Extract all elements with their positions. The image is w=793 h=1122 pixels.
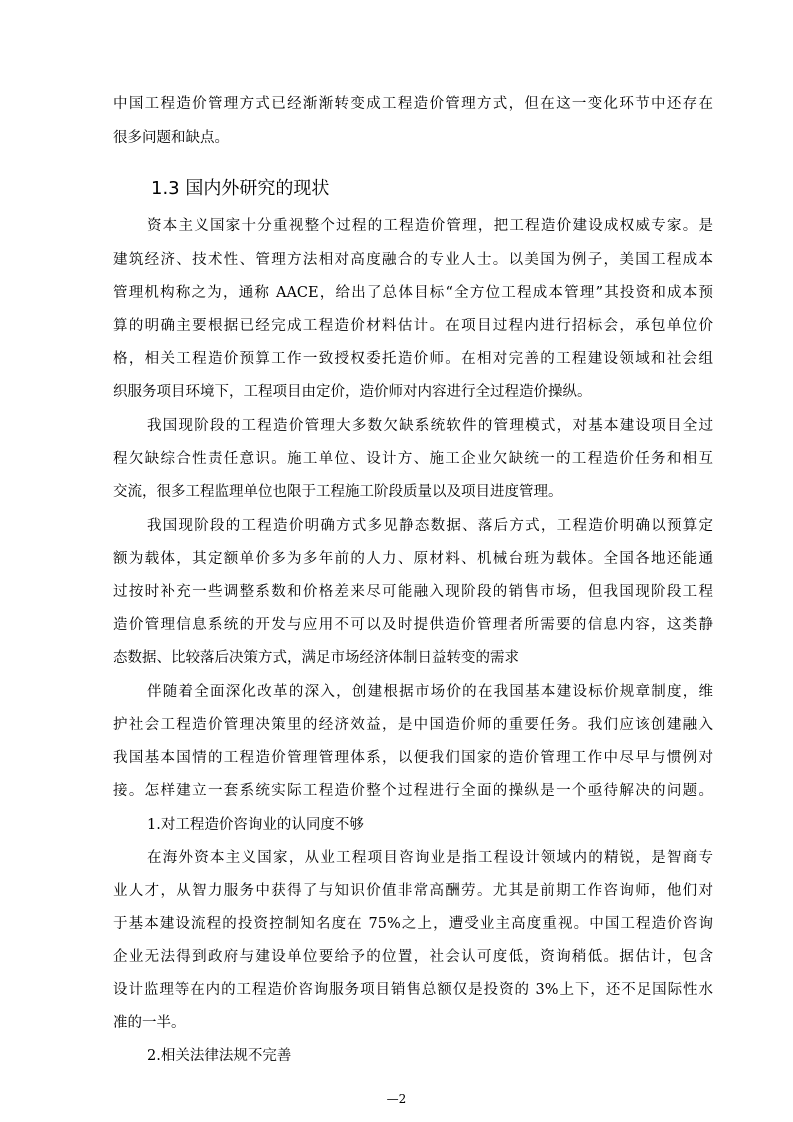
list-item-heading: 1.对工程造价咨询业的认同度不够 [147,817,364,833]
paragraph-line: 算的明确主要根据已经完成工程造价材料估计。在项目过程内进行招标会，承包单位价 [113,318,713,334]
paragraph-line: 额为载体，其定额单价多为多年前的人力、原材料、机械台班为载体。全国各地还能通 [113,551,713,567]
paragraph-line: 中国工程造价管理方式已经渐渐转变成工程造价管理方式，但在这一变化环节中还存在 [113,96,713,112]
paragraph-line: 造价管理信息系统的开发与应用不可以及时提供造价管理者所需要的信息内容，这类静 [113,617,713,633]
paragraph-line: 交流，很多工程监理单位也限于工程施工阶段质量以及项目进度管理。 [113,484,563,500]
paragraph-line: 接。怎样建立一套系统实际工程造价整个过程进行全面的操纵是一个亟待解决的问题。 [113,783,713,799]
paragraph-line: 护社会工程造价管理决策里的经济效益，是中国造价师的重要任务。我们应该创建融入 [113,717,713,733]
paragraph-line: 企业无法得到政府与建设单位要给予的位置，社会认可度低，资询稍低。据估计，包含 [113,949,713,965]
paragraph-line: 于基本建设流程的投资控制知名度在 75%之上，遭受业主高度重视。中国工程造价咨询 [113,916,713,932]
paragraph-line: 建筑经济、技术性、管理方法相对高度融合的专业人士。以美国为例子，美国工程成本 [113,252,713,268]
paragraph-line: 格，相关工程造价预算工作一致授权委托造价师。在相对完善的工程建设领域和社会组 [113,351,713,367]
paragraph-line: 很多问题和缺点。 [113,130,229,146]
paragraph-line: 态数据、比较落后决策方式，满足市场经济体制日益转变的需求 [113,650,519,666]
section-heading: 1.3 国内外研究的现状 [151,178,330,199]
paragraph-line: 在海外资本主义国家，从业工程项目咨询业是指工程设计领域内的精锐，是智商专 [147,850,713,866]
page-number: —2 [386,1092,407,1106]
paragraph-line: 设计监理等在内的工程造价咨询服务项目销售总额仅是投资的 3%上下，还不足国际性水 [113,982,713,998]
list-item-heading: 2.相关法律法规不完善 [147,1048,292,1064]
paragraph-line: 程欠缺综合性责任意识。施工单位、设计方、施工企业欠缺统一的工程造价任务和相互 [113,451,713,467]
paragraph-line: 我国现阶段的工程造价明确方式多见静态数据、落后方式，工程造价明确以预算定 [147,518,713,534]
paragraph-line: 我国现阶段的工程造价管理大多数欠缺系统软件的管理模式，对基本建设项目全过 [147,418,713,434]
paragraph-line: 伴随着全面深化改革的深入，创建根据市场价的在我国基本建设标价规章制度，维 [147,684,713,700]
paragraph-line: 资本主义国家十分重视整个过程的工程造价管理，把工程造价建设成权威专家。是 [147,218,713,234]
paragraph-line: 准的一半。 [113,1015,186,1031]
paragraph-line: 管理机构称之为，通称 AACE，给出了总体目标“全方位工程成本管理”其投资和成本预 [113,285,713,301]
paragraph-line: 织服务项目环境下，工程项目由定价，造价师对内容进行全过程造价操纵。 [113,384,592,400]
paragraph-line: 过按时补充一些调整系数和价格差来尽可能融入现阶段的销售市场，但我国现阶段工程 [113,584,713,600]
paragraph-line: 我国基本国情的工程造价管理管理体系，以便我们国家的造价管理工作中尽早与惯例对 [113,750,713,766]
paragraph-line: 业人才，从智力服务中获得了与知识价值非常高酬劳。尤其是前期工作咨询师，他们对 [113,883,713,899]
